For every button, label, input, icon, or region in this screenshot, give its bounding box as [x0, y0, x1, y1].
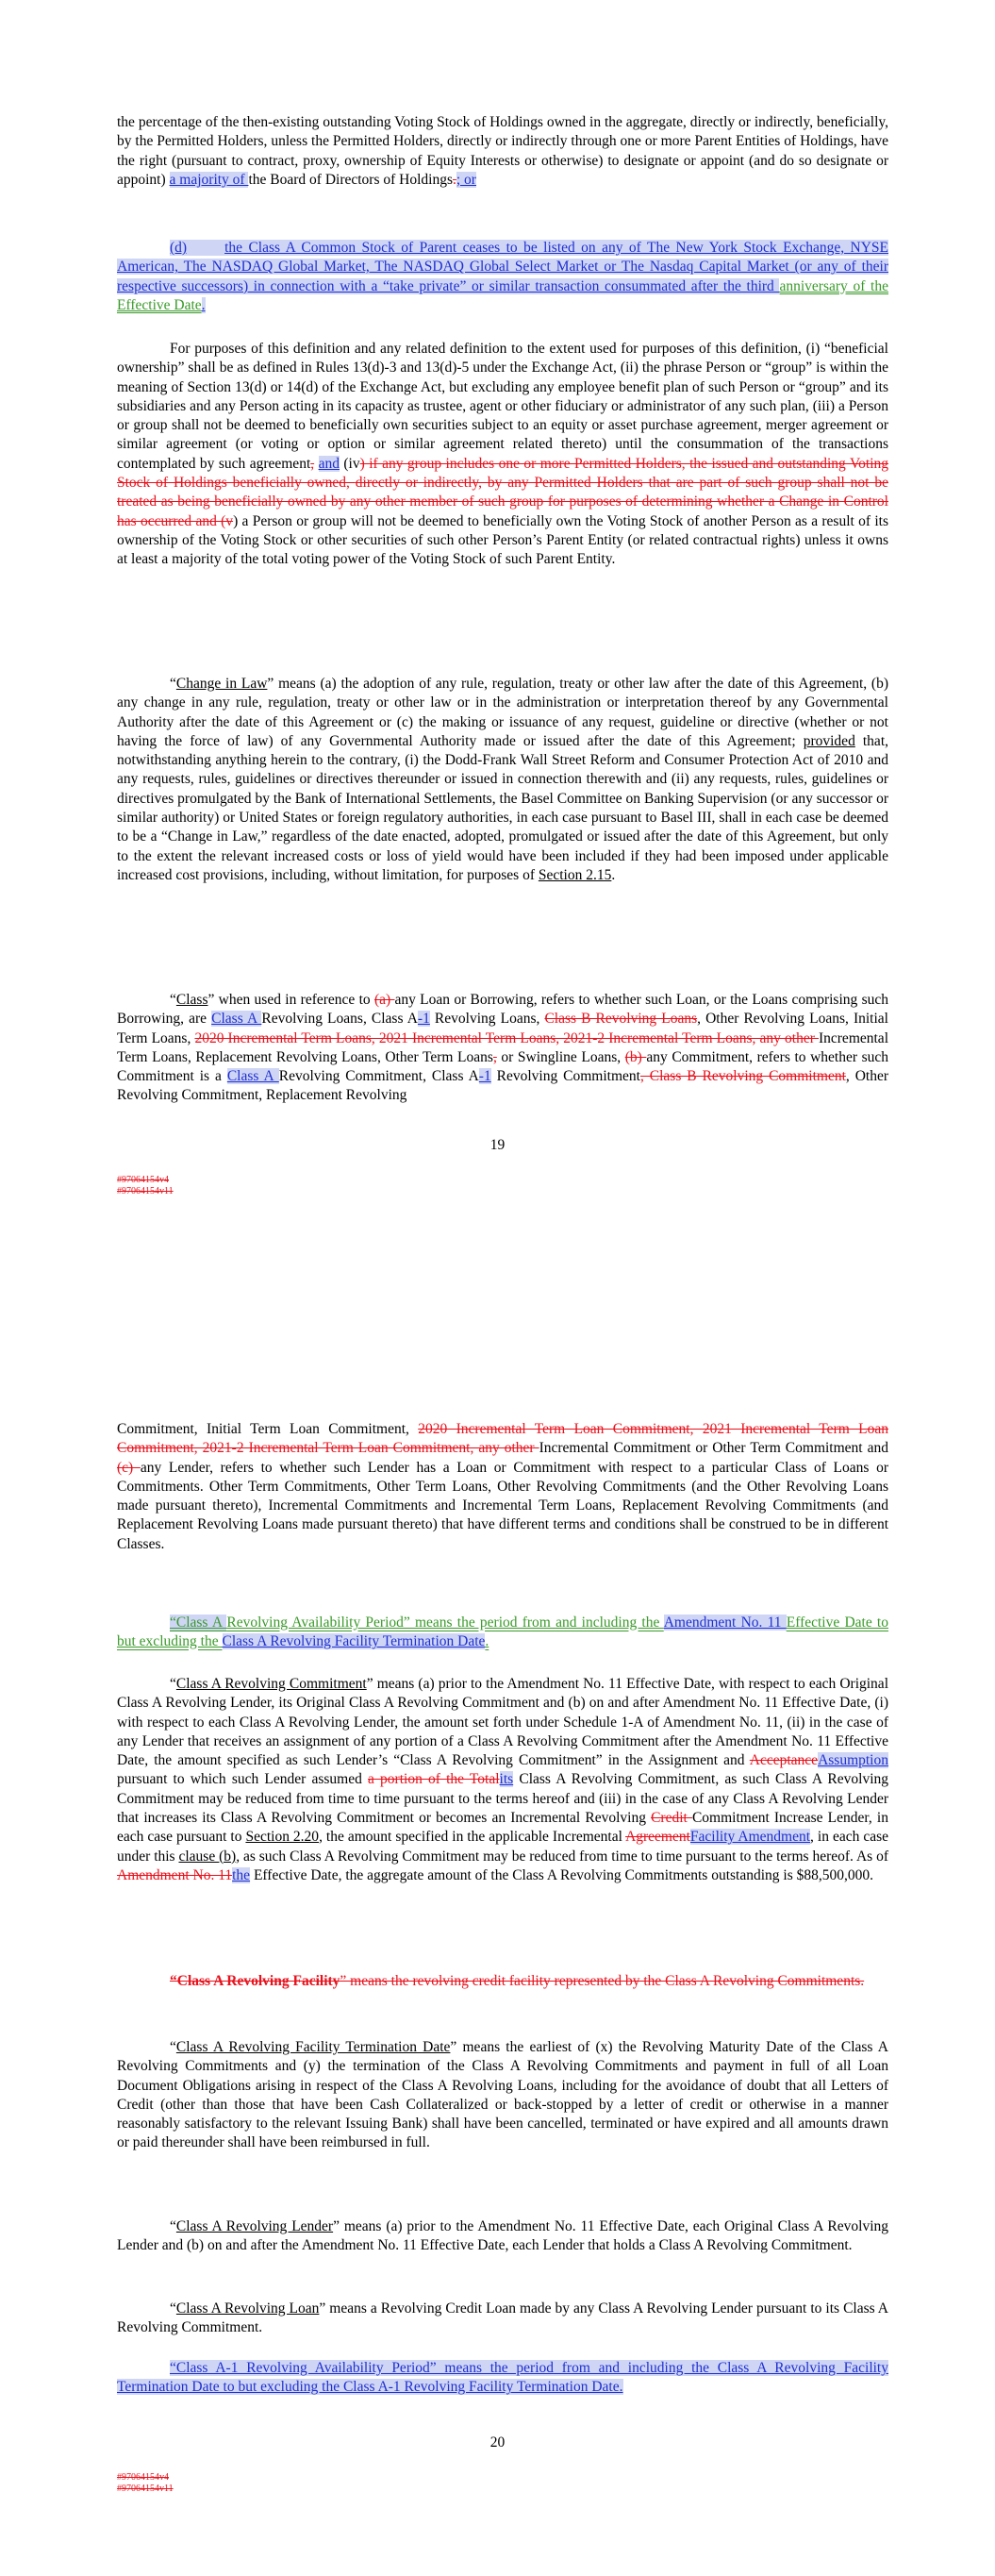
- page-20: [0, 1288, 995, 2576]
- definition-class-a-revolving-availability-period: “Class A Revolving Availability Period” means the period from and including the Amendment No. 11 Effective Date to but excluding the Class A Revolving Facility Termination Date.: [117, 1614, 888, 1650]
- definition-class-a-revolving-loan: “Class A Revolving Loan” means a Revolving Credit Loan made by any Class A Revolving Lender pursuant to its Class A Revolving Commitment.: [117, 2300, 888, 2336]
- paragraph-clause-d: (d) the Class A Common Stock of Parent ceases to be listed on any of The New York Stock Exchange, NYSE American, The NASDAQ Global Market, The NASDAQ Global Select Market or The Nasdaq Capital Market (or any of their respective successors) in connection with a “take private” or similar transaction consummated after the third anniversary of the Effective Date.: [117, 240, 888, 313]
- paragraph-beneficial-ownership: For purposes of this definition and any related definition to the extent used for purposes of this definition, (i) “beneficial ownership” shall be as defined in Rules 13(d)-3 and 13(d)-5 under the Exchange Act, (ii) the phrase Person or “group” is within the meaning of Section 13(d) or 14(d) of the Exchange Act, but excluding any employee benefit plan of such Person or “group” and its subsidiaries and any Person acting in its capacity as trustee, agent or other fiduciary or administrator of any such plan, (iii) a Person or group shall not be deemed to beneficially own securities subject to an equity or asset purchase agreement, merger agreement or similar agreement (or voting or option or similar agreement related thereto) until the consummation of the transactions contemplated by such agreement, and (iv) if any group includes one or more Permitted Holders, the issued and outstanding Voting Stock of Holdings beneficially owned, directly or indirectly, by any Permitted Holders that are part of such group shall not be treated as being beneficially owned by any other member of such group for purposes of determining whether a Change in Control has occurred and (v) a Person or group will not be deemed to beneficially own the Voting Stock of another Person as a result of its ownership of the Voting Stock or other securities of such other Person’s Parent Entity (or related contractual rights) unless it owns at least a majority of the total voting power of the Voting Stock of such Parent Entity.: [117, 341, 889, 568]
- definition-class-a-revolving-facility-termination-date: “Class A Revolving Facility Termination Date” means the earliest of (x) the Revolving Maturity Date of the Class A Revolving Commitments and (y) the termination of the Class A Revolving Commitments and payment in full of all Loan Document Obligations arising in respect of the Class A Revolving Loans, including for the avoidance of doubt that all Letters of Credit (other than those that have been Cash Collateralized or back-stopped by a letter of credit or otherwise in a manner reasonably satisfactory to the relevant Issuing Bank) shall have been cancelled, terminated or have expired and all amounts drawn or paid thereunder shall have been reimbursed in full.: [117, 2039, 888, 2151]
- definition-class: “Class” when used in reference to (a) any Loan or Borrowing, refers to whether such Loan, or the Loans comprising such Borrowing, are Class A Revolving Loans, Class A-1 Revolving Loans, Class B Revolving Loans, Other Revolving Loans, Initial Term Loans, 2020 Incremental Term Loans, 2021 Incremental Term Loans, 2021-2 Incremental Term Loans, any other Incremental Term Loans, Replacement Revolving Loans, Other Term Loans, or Swingline Loans, (b) any Commitment, refers to whether such Commitment is a Class A Revolving Commitment, Class A-1 Revolving Commitment, Class B Revolving Commitment, Other Revolving Commitment, Replacement Revolving: [117, 992, 889, 1104]
- paragraph-voting-stock: the percentage of the then-existing outstanding Voting Stock of Holdings owned in the aggregate, directly or indirectly, beneficially, by the Permitted Holders, unless the Permitted Holders, directly or indirectly through one or more Parent Entities of Holdings, have the right (pursuant to contract, proxy, ownership of Equity Interests or otherwise) to designate or appoint (and do so designate or appoint) a majority of the Board of Directors of Holdings.; or: [117, 114, 888, 188]
- definition-class-a1-revolving-availability-period: “Class A-1 Revolving Availability Period” means the period from and including the Class A Revolving Facility Termination Date to but excluding the Class A-1 Revolving Facility Termination Date.: [117, 2360, 888, 2396]
- paragraph-class-continued: Commitment, Initial Term Loan Commitment, 2020 Incremental Term Loan Commitment, 2021 Incremental Term Loan Commitment, 2021-2 Incremental Term Loan Commitment, any other Incremental Commitment or Other Term Commitment and (c) any Lender, refers to whether such Lender has a Loan or Commitment with respect to a particular Class of Loans or Commitments. Other Term Commitments, Other Term Loans, Other Revolving Commitments (and the Other Revolving Loans made pursuant thereto), Incremental Commitments and Incremental Term Loans, Replacement Revolving Commitments (and Replacement Revolving Loans made pursuant thereto) that have different terms and conditions shall be construed to be in different Classes.: [117, 1421, 888, 1552]
- document-id-footer: #97064154v4 #97064154v11: [117, 2472, 174, 2494]
- document-id-footer: #97064154v4 #97064154v11: [117, 1175, 174, 1196]
- page-number: 20: [489, 2434, 506, 2451]
- definition-class-a-revolving-commitment: “Class A Revolving Commitment” means (a) prior to the Amendment No. 11 Effective Date, with respect to each Original Class A Revolving Lender, its Original Class A Revolving Commitment and (b) on and after Amendment No. 11 Effective Date, (i) with respect to each Class A Revolving Lender, the amount set forth under Schedule 1-A of Amendment No. 11, (ii) in the case of any Lender that receives an assignment of any portion of a Class A Revolving Commitment after the Amendment No. 11 Effective Date, the amount specified as such Lender’s “Class A Revolving Commitment” in the Assignment and AcceptanceAssumption pursuant to which such Lender assumed a portion of the Totalits Class A Revolving Commitment, as such Class A Revolving Commitment may be reduced from time to time pursuant to the terms hereof and (iii) in the case of any Class A Revolving Lender that increases its Class A Revolving Commitment or becomes an Incremental Revolving Credit Commitment Increase Lender, in each case pursuant to Section 2.20, the amount specified in the applicable Incremental AgreementFacility Amendment, in each case under this clause (b), as such Class A Revolving Commitment may be reduced from time to time pursuant to the terms hereof. As of Amendment No. 11the Effective Date, the aggregate amount of the Class A Revolving Commitments outstanding is $88,500,000.: [117, 1676, 889, 1883]
- definition-class-a-revolving-lender: “Class A Revolving Lender” means (a) prior to the Amendment No. 11 Effective Date, each Original Class A Revolving Lender and (b) on and after the Amendment No. 11 Effective Date, each Lender that holds a Class A Revolving Commitment.: [117, 2218, 889, 2254]
- page-number: 19: [489, 1137, 506, 1153]
- definition-change-in-law: “Change in Law” means (a) the adoption of any rule, regulation, treaty or other law after the date of this Agreement, (b) any change in any rule, regulation, treaty or other law or in the administration or interpretation thereof by any Governmental Authority after the date of this Agreement or (c) the making or issuance of any request, guideline or directive (whether or not having the force of law) of any Governmental Authority made or issued after the date of this Agreement; provided that, notwithstanding anything herein to the contrary, (i) the Dodd-Frank Wall Street Reform and Consumer Protection Act of 2010 and any requests, rules, guidelines or directives thereunder or issued in connection therewith and (ii) any requests, rules, guidelines or directives promulgated by the Bank of International Settlements, the Basel Committee on Banking Supervision (or any successor or similar authority) or United States or foreign regulatory authorities, in each case pursuant to Basel III, shall in each case be deemed to be a “Change in Law,” regardless of the date enacted, adopted, promulgated or issued after the date of this Agreement, but only to the extent the relevant increased costs or loss of yield would have been included if they had been imposed under applicable increased cost provisions, including, without limitation, for purposes of Section 2.15.: [117, 676, 888, 883]
- definition-class-a-revolving-facility-deleted: “Class A Revolving Facility” means the revolving credit facility represented by the Class A Revolving Commitments.: [170, 1973, 865, 1989]
